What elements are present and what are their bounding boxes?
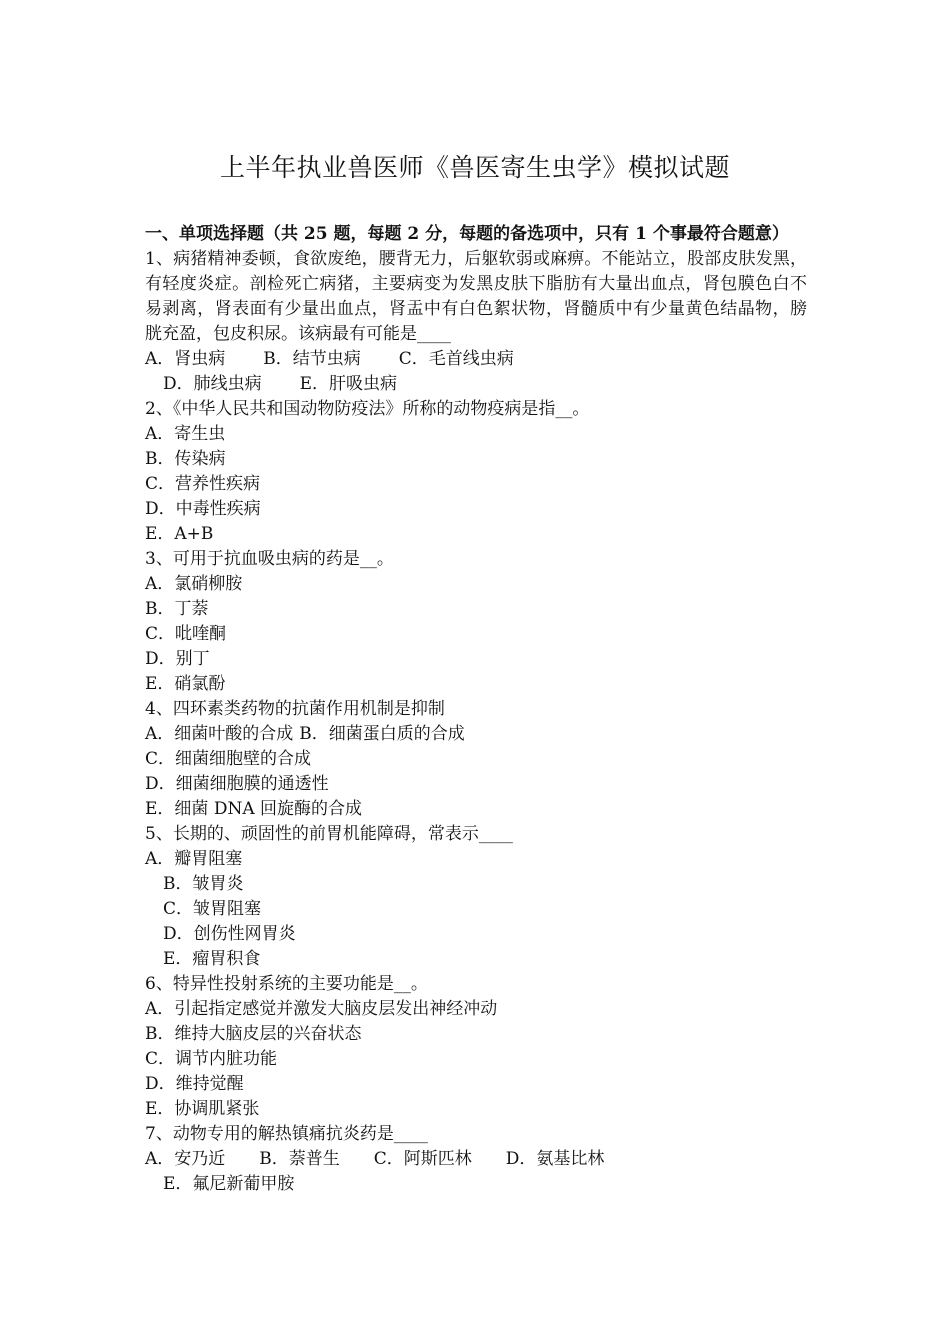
question-4-option-d: D．细菌细胞膜的通透性 (145, 774, 329, 794)
question-3-option-e: E．硝氯酚 (145, 674, 226, 694)
document-body (145, 222, 807, 1197)
question-7-stem: 7、动物专用的解热镇痛抗炎药是____ (145, 1124, 428, 1144)
question-4-option-c: C．细菌细胞壁的合成 (145, 749, 312, 769)
question-4-option-b: B．细菌蛋白质的合成 (299, 724, 465, 744)
question-7-option-a: A．安乃近 (145, 1149, 226, 1169)
question-5-option-b: B．皱胃炎 (163, 874, 244, 894)
question-7-option-d: D．氨基比林 (505, 1149, 605, 1169)
question-6-option-c: C．调节内脏功能 (145, 1049, 278, 1069)
question-1-stem: 1、病猪精神委顿，食欲废绝，腰背无力，后躯软弱或麻痹。不能站立，股部皮肤发黑，有轻度炎症。剖检死亡病猪，主要病变为发黑皮肤下脂肪有大量出血点，肾包膜色白不易剥离，肾表面有少量出血点，肾盂中有白色絮状物，肾髓质中有少量黄色结晶物，膀胱充盈，包皮积尿。该病最有可能是____ (145, 249, 807, 344)
question-2-stem: 2、《中华人民共和国动物防疫法》所称的动物疫病是指__。 (145, 399, 590, 419)
question-7-option-e: E．氟尼新葡甲胺 (163, 1174, 295, 1194)
question-6-stem: 6、特异性投射系统的主要功能是__。 (145, 974, 428, 994)
question-4-option-a: A．细菌叶酸的合成 (145, 724, 294, 744)
question-3-option-d: D．别丁 (145, 649, 210, 669)
question-3-option-c: C．吡喹酮 (145, 624, 227, 644)
question-3-option-b: B．丁萘 (145, 599, 209, 619)
question-4-option-e: E．细菌 DNA 回旋酶的合成 (145, 799, 362, 819)
question-7-options-row-1 (145, 1147, 807, 1172)
question-1-option-c: C．毛首线虫病 (398, 349, 514, 369)
document-title: 上半年执业兽医师《兽医寄生虫学》模拟试题 (219, 153, 730, 182)
question-2-option-b: B．传染病 (145, 449, 226, 469)
question-5-option-d: D．创伤性网胃炎 (163, 924, 296, 944)
question-1-options-row-1 (145, 347, 807, 372)
question-6-option-d: D．维持觉醒 (145, 1074, 244, 1094)
question-1-option-e: E．肝吸虫病 (299, 374, 398, 394)
question-2-option-a: A．寄生虫 (145, 424, 226, 444)
question-1-option-d: D．肺线虫病 (163, 374, 262, 394)
question-7-option-c: C．阿斯匹林 (373, 1149, 472, 1169)
question-5-option-a: A．瓣胃阻塞 (145, 849, 243, 869)
question-1-options-row-2 (145, 372, 807, 397)
question-4-stem: 4、四环素类药物的抗菌作用机制是抑制 (145, 699, 445, 719)
question-4-options-row-1 (145, 722, 807, 747)
question-2-option-e: E．A+B (145, 524, 214, 544)
question-3-stem: 3、可用于抗血吸虫病的药是__。 (145, 549, 394, 569)
question-6-option-a: A．引起指定感觉并激发大脑皮层发出神经冲动 (145, 999, 498, 1019)
question-3-option-a: A．氯硝柳胺 (145, 574, 243, 594)
question-5-stem: 5、长期的、顽固性的前胃机能障碍，常表示____ (145, 824, 513, 844)
question-1-option-a: A．肾虫病 (145, 349, 226, 369)
section-heading: 一、单项选择题（共 25 题，每题 2 分，每题的备选项中，只有 1 个事最符合题意） (145, 224, 789, 244)
question-6-option-b: B．维持大脑皮层的兴奋状态 (145, 1024, 362, 1044)
question-1-option-b: B．结节虫病 (263, 349, 361, 369)
question-7-option-b: B．萘普生 (259, 1149, 340, 1169)
question-2-option-c: C．营养性疾病 (145, 474, 261, 494)
question-5-option-c: C．皱胃阻塞 (163, 899, 262, 919)
question-6-option-e: E．协调肌紧张 (145, 1099, 260, 1119)
question-2-option-d: D．中毒性疾病 (145, 499, 261, 519)
question-5-option-e: E．瘤胃积食 (163, 949, 261, 969)
